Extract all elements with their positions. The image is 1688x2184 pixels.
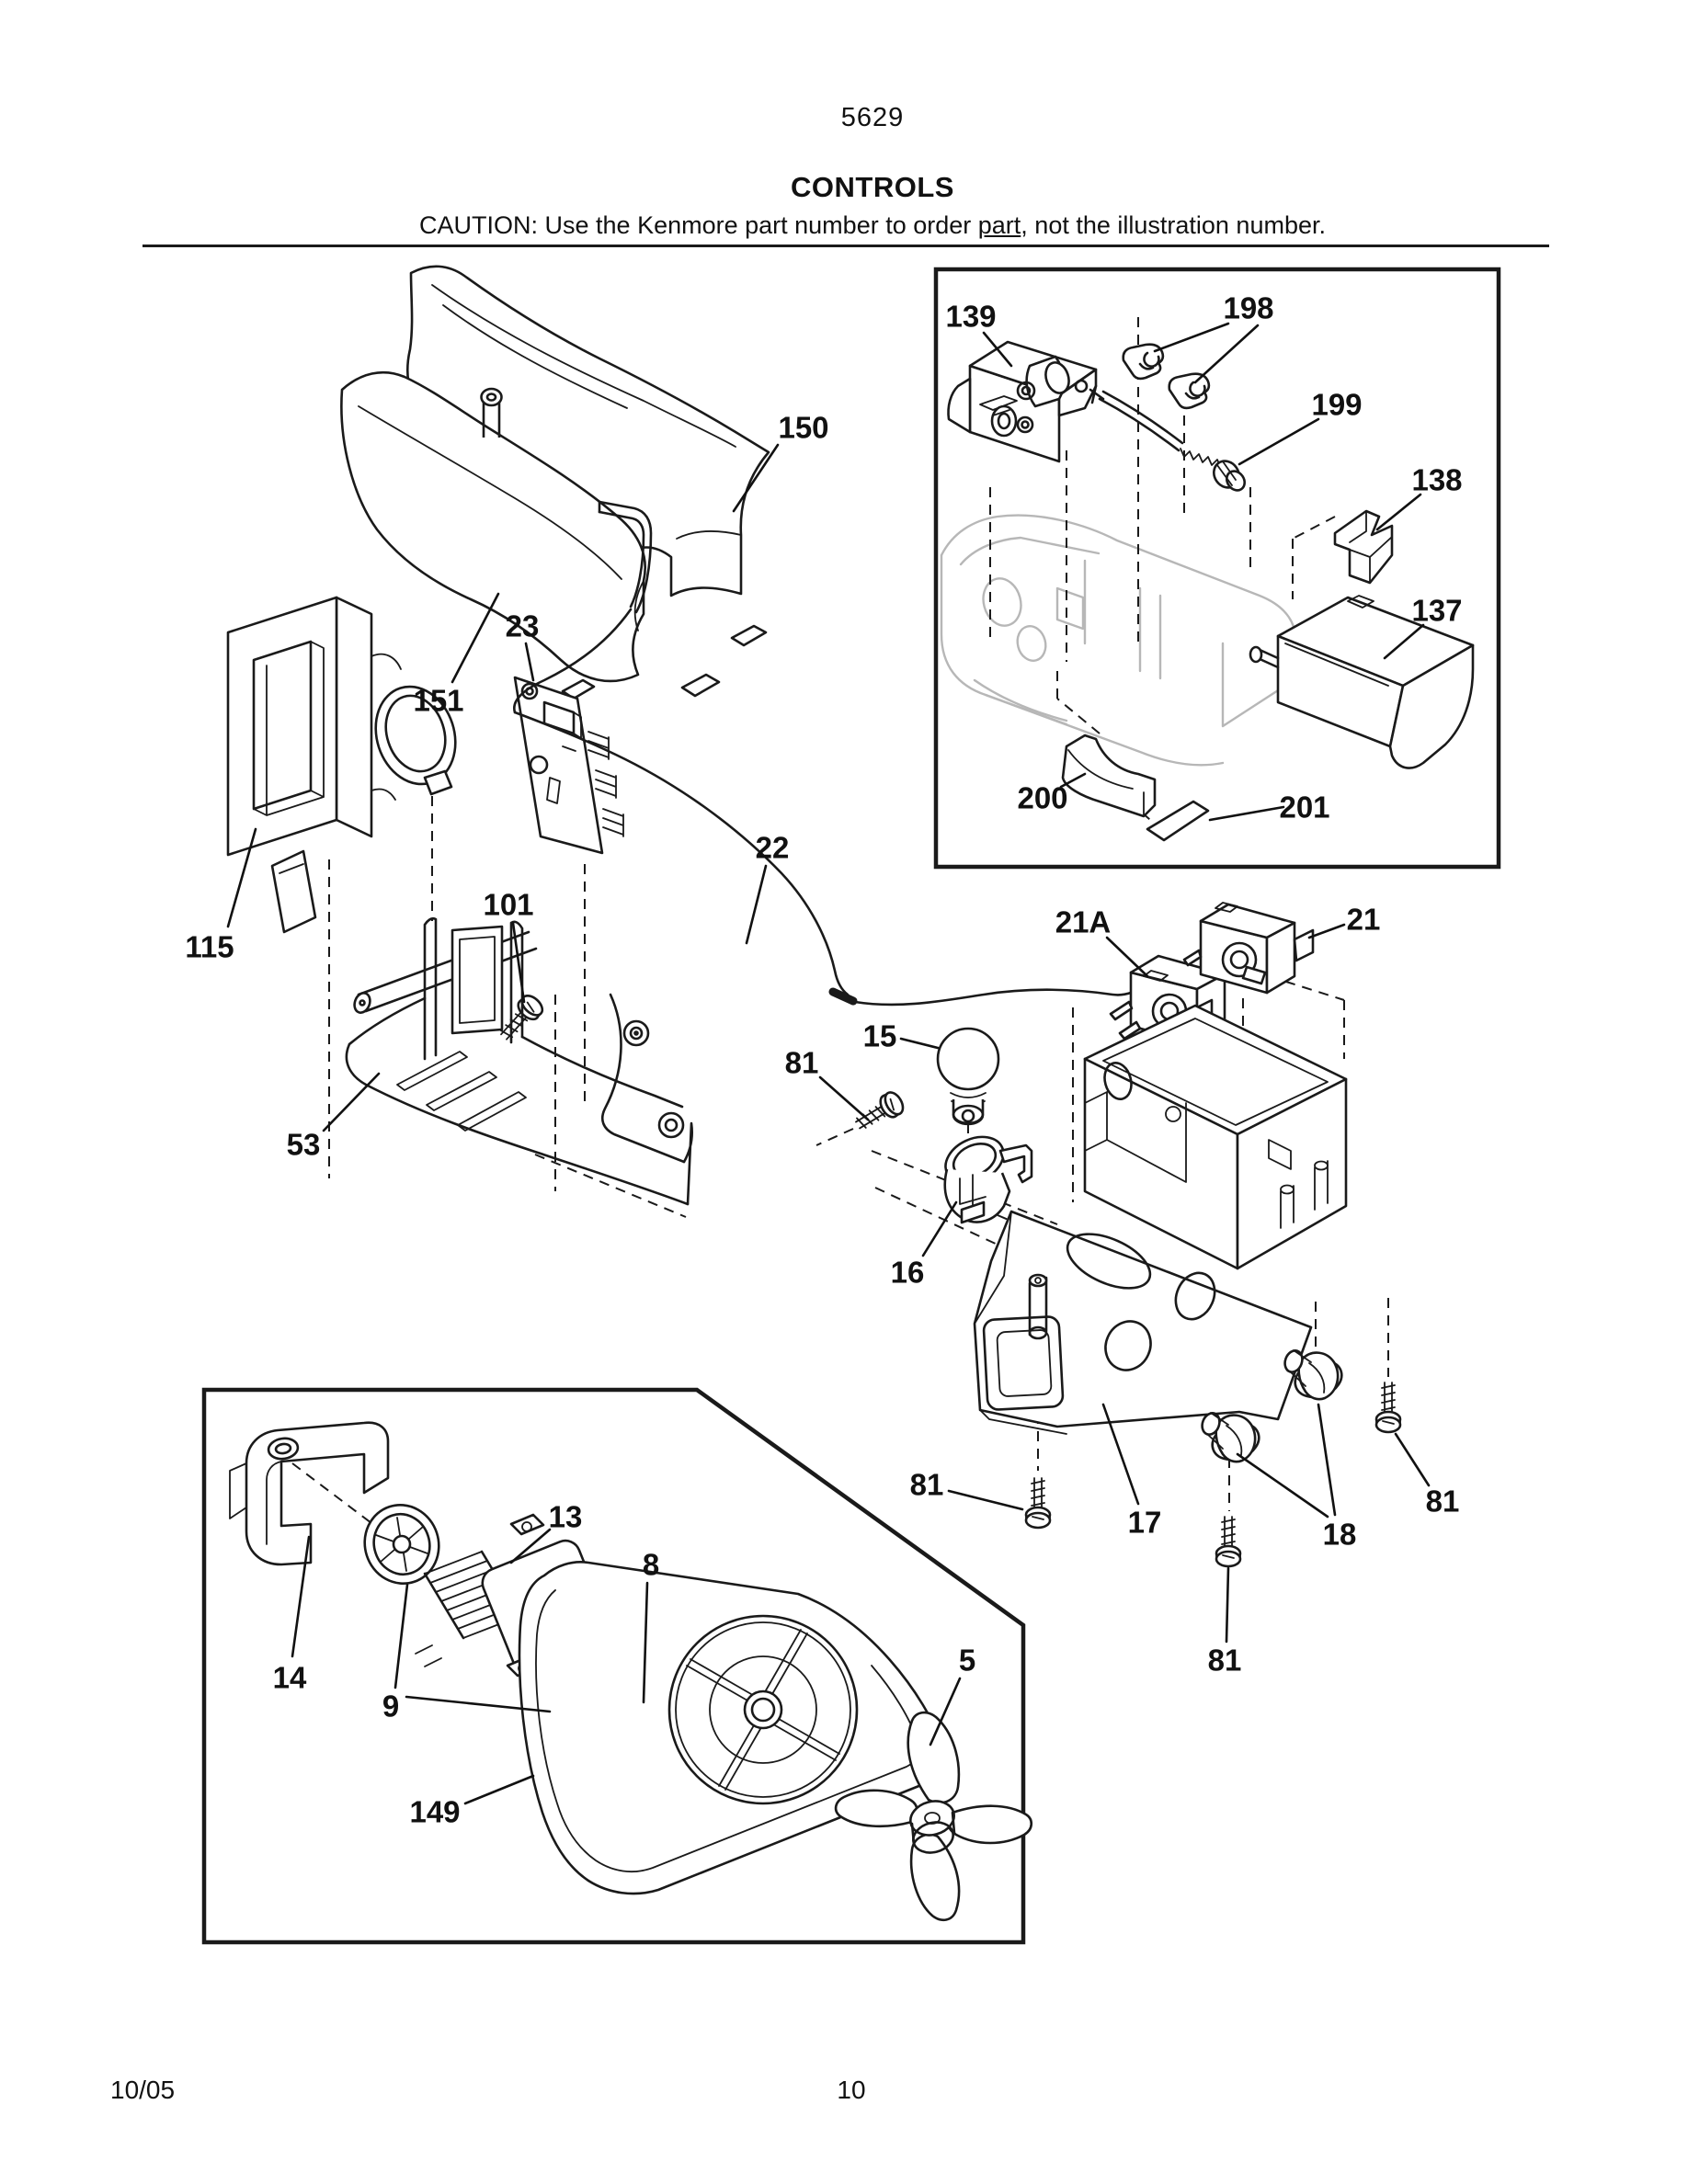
leader-line-16: [923, 1202, 956, 1256]
control-board-23: [515, 677, 623, 853]
callout-200: 200: [1017, 780, 1068, 815]
footer-date: 10/05: [110, 2076, 176, 2104]
callout-16: 16: [890, 1255, 925, 1290]
callout-115: 115: [185, 929, 234, 964]
leader-line-81a: [820, 1077, 868, 1120]
screw-81-right: [1376, 1382, 1400, 1432]
leader-line-18: [1237, 1454, 1328, 1517]
leader-line-81d: [1396, 1434, 1429, 1485]
fan-hub-front-9: [355, 1496, 450, 1594]
callout-18: 18: [1322, 1517, 1357, 1552]
leader-line-23: [526, 643, 533, 680]
leader-line-15: [901, 1039, 938, 1048]
callout-150: 150: [778, 410, 829, 445]
callout-81d: 81: [1425, 1484, 1460, 1519]
caution-prefix: CAUTION: Use the Kenmore part number to order: [419, 211, 978, 239]
callout-199: 199: [1311, 387, 1363, 422]
ghost-housing: [941, 516, 1295, 766]
callout-101: 101: [483, 887, 534, 922]
callout-5: 5: [958, 1643, 976, 1678]
leader-line-151: [452, 594, 498, 682]
callout-151: 151: [413, 683, 464, 718]
fan-shroud-149: [519, 1562, 943, 1894]
callout-22: 22: [755, 830, 790, 865]
callout-149: 149: [409, 1794, 461, 1829]
page-title: CONTROLS: [791, 171, 954, 203]
leader-line-18: [1318, 1405, 1335, 1515]
screw-81-center: [1216, 1517, 1240, 1566]
leader-line-81b: [949, 1491, 1022, 1509]
callout-53: 53: [286, 1127, 321, 1162]
air-duct-150-151: [341, 267, 769, 699]
callout-8: 8: [642, 1547, 660, 1582]
ground-spring-screw-199: [1090, 386, 1249, 494]
leader-line-53: [324, 1074, 379, 1131]
clip-138: [1335, 511, 1392, 583]
leader-line-198: [1155, 324, 1228, 351]
leader-line-201: [1210, 807, 1283, 820]
switch-139: [948, 342, 1096, 461]
footer-page-number: 10: [837, 2076, 866, 2104]
wire-clips-198: [1123, 345, 1209, 408]
light-bulb-15: [938, 1029, 998, 1124]
leader-line-138: [1377, 495, 1420, 529]
callout-81a: 81: [784, 1045, 819, 1080]
callout-21: 21: [1346, 902, 1381, 937]
callout-137: 137: [1411, 593, 1463, 628]
control-box-17: [1085, 1006, 1346, 1268]
screw-81-under-panel: [1026, 1478, 1050, 1528]
callout-13: 13: [548, 1499, 583, 1534]
callout-9: 9: [382, 1689, 400, 1723]
callout-23: 23: [505, 609, 540, 643]
callout-21A: 21A: [1055, 904, 1112, 939]
plate-number: 5629: [840, 103, 905, 132]
callout-15: 15: [862, 1018, 897, 1053]
caution-suffix: , not the illustration number.: [1021, 211, 1326, 239]
leader-line-199: [1239, 419, 1318, 464]
leader-line-21A: [1107, 938, 1147, 976]
callout-81c: 81: [1207, 1643, 1242, 1678]
callout-138: 138: [1411, 462, 1463, 497]
leader-line-9: [395, 1585, 407, 1688]
callout-17: 17: [1127, 1505, 1162, 1540]
control-knob-18-a: [1199, 1411, 1263, 1466]
leader-line-81c: [1226, 1568, 1228, 1642]
control-bracket-53: [272, 851, 692, 1204]
leader-line-198: [1195, 325, 1258, 382]
leader-line-149: [465, 1776, 533, 1803]
leader-line-21: [1309, 925, 1344, 938]
air-duct-200: [1063, 735, 1155, 816]
cover-plate-201: [1147, 802, 1208, 840]
callout-198: 198: [1223, 290, 1274, 325]
callout-139: 139: [945, 299, 997, 334]
callout-201: 201: [1279, 790, 1330, 825]
caution-underlined-word: part: [977, 211, 1021, 239]
callout-14: 14: [272, 1660, 307, 1695]
leader-line-22: [747, 866, 766, 943]
callout-81b: 81: [909, 1467, 944, 1502]
